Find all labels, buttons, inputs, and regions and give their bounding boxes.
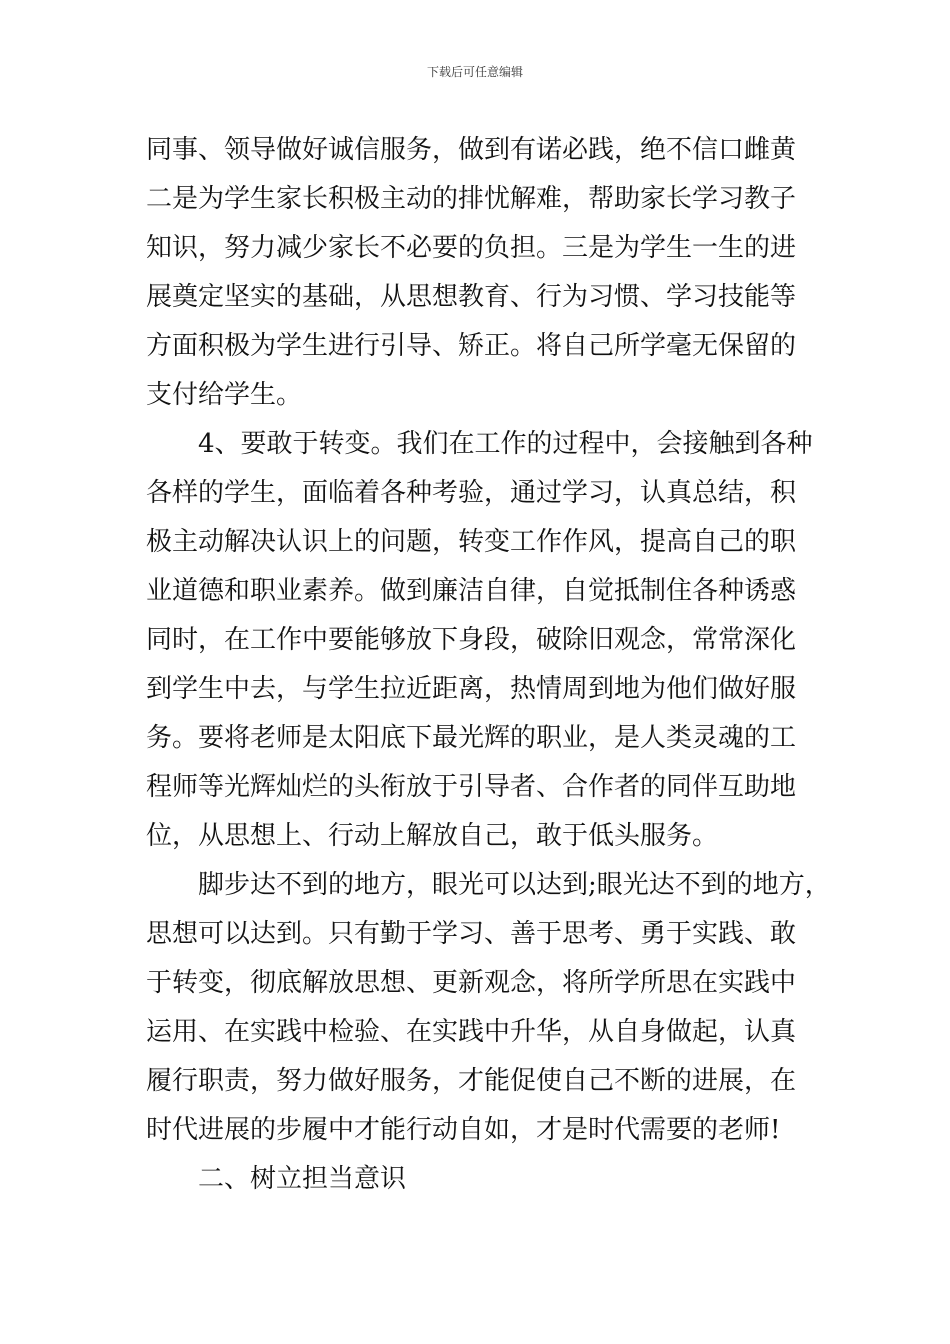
body-line: 极主动解决认识上的问题，转变工作作风，提高自己的职 xyxy=(146,527,797,557)
body-line: 各样的学生，面临着各种考验，通过学习，认真总结，积 xyxy=(146,478,797,508)
body-line: 知识，努力减少家长不必要的负担。三是为学生一生的进 xyxy=(146,233,797,263)
document-body xyxy=(146,126,846,1204)
body-line: 业道德和职业素养。做到廉洁自律，自觉抵制住各种诱惑 xyxy=(146,576,797,606)
body-line: 支付给学生。 xyxy=(146,380,303,410)
body-line: 到学生中去，与学生拉近距离，热情周到地为他们做好服 xyxy=(146,674,797,704)
section-heading: 二、树立担当意识 xyxy=(198,1164,407,1194)
body-line: 方面积极为学生进行引导、矫正。将自己所学毫无保留的 xyxy=(146,331,797,361)
body-line: 运用、在实践中检验、在实践中升华，从自身做起，认真 xyxy=(146,1017,797,1047)
body-line: 位，从思想上、行动上解放自己，敢于低头服务。 xyxy=(146,821,719,851)
body-line: 同时，在工作中要能够放下身段，破除旧观念，常常深化 xyxy=(146,625,797,655)
paragraph-start-line: 4、要敢于转变。我们在工作的过程中，会接触到各种 xyxy=(198,429,813,459)
body-line: 务。要将老师是太阳底下最光辉的职业，是人类灵魂的工 xyxy=(146,723,797,753)
body-line: 同事、领导做好诚信服务，做到有诺必践，绝不信口雌黄 xyxy=(146,135,797,165)
body-line: 二是为学生家长积极主动的排忧解难，帮助家长学习教子 xyxy=(146,184,797,214)
body-line: 展奠定坚实的基础，从思想教育、行为习惯、学习技能等 xyxy=(146,282,797,312)
body-line: 思想可以达到。只有勤于学习、善于思考、勇于实践、敢 xyxy=(146,919,797,949)
page-header: 下载后可任意编辑 xyxy=(426,65,523,79)
body-line: 时代进展的步履中才能行动自如，才是时代需要的老师! xyxy=(146,1115,781,1145)
body-line: 履行职责，努力做好服务，才能促使自己不断的进展，在 xyxy=(146,1066,797,1096)
body-line: 程师等光辉灿烂的头衔放于引导者、合作者的同伴互助地 xyxy=(146,772,797,802)
paragraph-start-line: 脚步达不到的地方，眼光可以达到;眼光达不到的地方， xyxy=(198,870,831,900)
body-line: 于转变，彻底解放思想、更新观念，将所学所思在实践中 xyxy=(146,968,797,998)
